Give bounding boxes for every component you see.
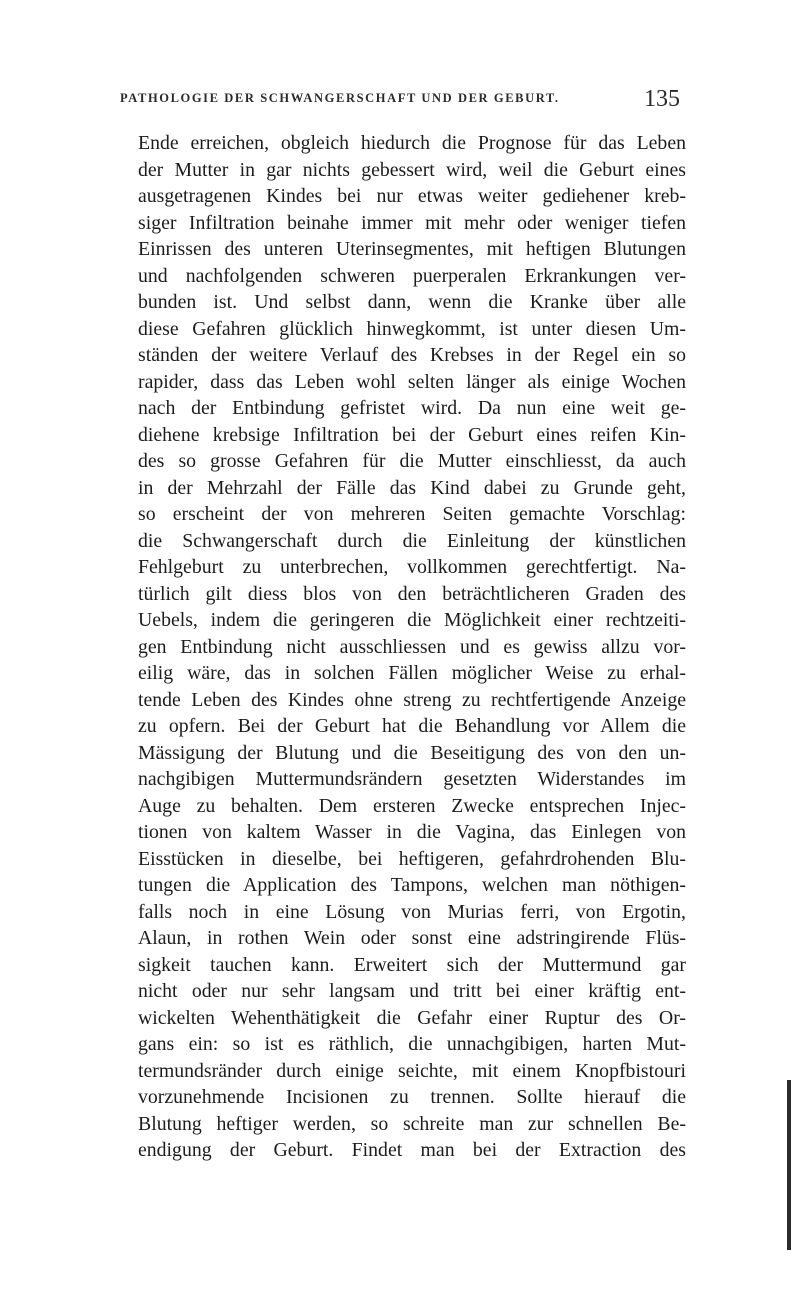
text-line: Mässigung der Blutung und die Beseitigung des von den un- [138, 741, 686, 764]
text-line: falls noch in eine Lösung von Murias ferri, von Ergotin, [138, 900, 686, 923]
text-line: siger Infiltration beinahe immer mit mehr oder weniger tiefen [138, 211, 686, 234]
text-line: Auge zu behalten. Dem ersteren Zwecke entsprechen Injec- [138, 794, 686, 817]
text-line: Eisstücken in dieselbe, bei heftigeren, gefahrdrohenden Blu- [138, 847, 686, 870]
text-line: ausgetragenen Kindes bei nur etwas weiter gediehener kreb- [138, 185, 686, 207]
text-line: so erscheint der von mehreren Seiten gemachte Vorschlag: [138, 503, 686, 525]
text-line: gen Entbindung nicht ausschliessen und es gewiss allzu vor- [138, 635, 686, 658]
text-line: endigung der Geburt. Findet man bei der Extraction des [138, 1139, 686, 1161]
body-text [138, 130, 686, 1164]
text-line: diehene krebsige Infiltration bei der Geburt eines reifen Kin- [138, 423, 686, 446]
text-line: nachgibigen Muttermundsrändern gesetzten Widerstandes im [138, 768, 686, 790]
text-line: tungen die Application des Tampons, welchen man nöthigen- [138, 874, 686, 896]
text-line: bunden ist. Und selbst dann, wenn die Kranke über alle [138, 291, 686, 313]
running-head [120, 86, 680, 112]
text-line: die Schwangerschaft durch die Einleitung der künstlichen [138, 529, 686, 552]
text-line: ständen der weitere Verlauf des Krebses in der Regel ein so [138, 344, 686, 366]
text-line: diese Gefahren glücklich hinwegkommt, ist unter diesen Um- [138, 317, 686, 340]
text-line: eilig wäre, das in solchen Fällen möglicher Weise zu erhal- [138, 662, 686, 684]
text-line: gans ein: so ist es räthlich, die unnachgibigen, harten Mut- [138, 1033, 686, 1055]
text-line: rapider, dass das Leben wohl selten länger als einige Wochen [138, 370, 686, 393]
text-line: wickelten Wehenthätigkeit die Gefahr einer Ruptur des Or- [138, 1006, 686, 1029]
text-line: Blutung heftiger werden, so schreite man zur schnellen Be- [138, 1112, 686, 1135]
text-line: türlich gilt diess blos von den beträchtlicheren Graden des [138, 582, 686, 605]
text-line: in der Mehrzahl der Fälle das Kind dabei zu Grunde geht, [138, 476, 686, 499]
text-line: tionen von kaltem Wasser in die Vagina, das Einlegen von [138, 821, 686, 843]
text-line: Ende erreichen, obgleich hiedurch die Prognose für das Leben [138, 132, 686, 154]
text-line: Fehlgeburt zu unterbrechen, vollkommen gerechtfertigt. Na- [138, 556, 686, 578]
running-title: PATHOLOGIE DER SCHWANGERSCHAFT UND DER GEBURT. [120, 91, 560, 105]
text-line: Alaun, in rothen Wein oder sonst eine adstringirende Flüs- [138, 927, 686, 949]
text-line: des so grosse Gefahren für die Mutter einschliesst, da auch [138, 450, 686, 472]
text-line: sigkeit tauchen kann. Erweitert sich der Muttermund gar [138, 953, 686, 976]
text-line: Einrissen des unteren Uterinsegmentes, mit heftigen Blutungen [138, 238, 686, 260]
text-line: und nachfolgenden schweren puerperalen Erkrankungen ver- [138, 264, 686, 287]
page-number: 135 [644, 86, 680, 112]
page-edge-mark [787, 1080, 791, 1250]
text-line: vorzunehmende Incisionen zu trennen. Sollte hierauf die [138, 1086, 686, 1108]
text-line: termundsränder durch einige seichte, mit einem Knopfbistouri [138, 1059, 686, 1082]
text-line: der Mutter in gar nichts gebessert wird, weil die Geburt eines [138, 158, 686, 181]
text-line: Uebels, indem die geringeren die Möglichkeit einer rechtzeiti- [138, 609, 686, 631]
text-line: nicht oder nur sehr langsam und tritt bei einer kräftig ent- [138, 980, 686, 1002]
text-line: zu opfern. Bei der Geburt hat die Behandlung vor Allem die [138, 715, 686, 737]
text-line: nach der Entbindung gefristet wird. Da nun eine weit ge- [138, 397, 686, 419]
text-line: tende Leben des Kindes ohne streng zu rechtfertigende Anzeige [138, 688, 686, 711]
